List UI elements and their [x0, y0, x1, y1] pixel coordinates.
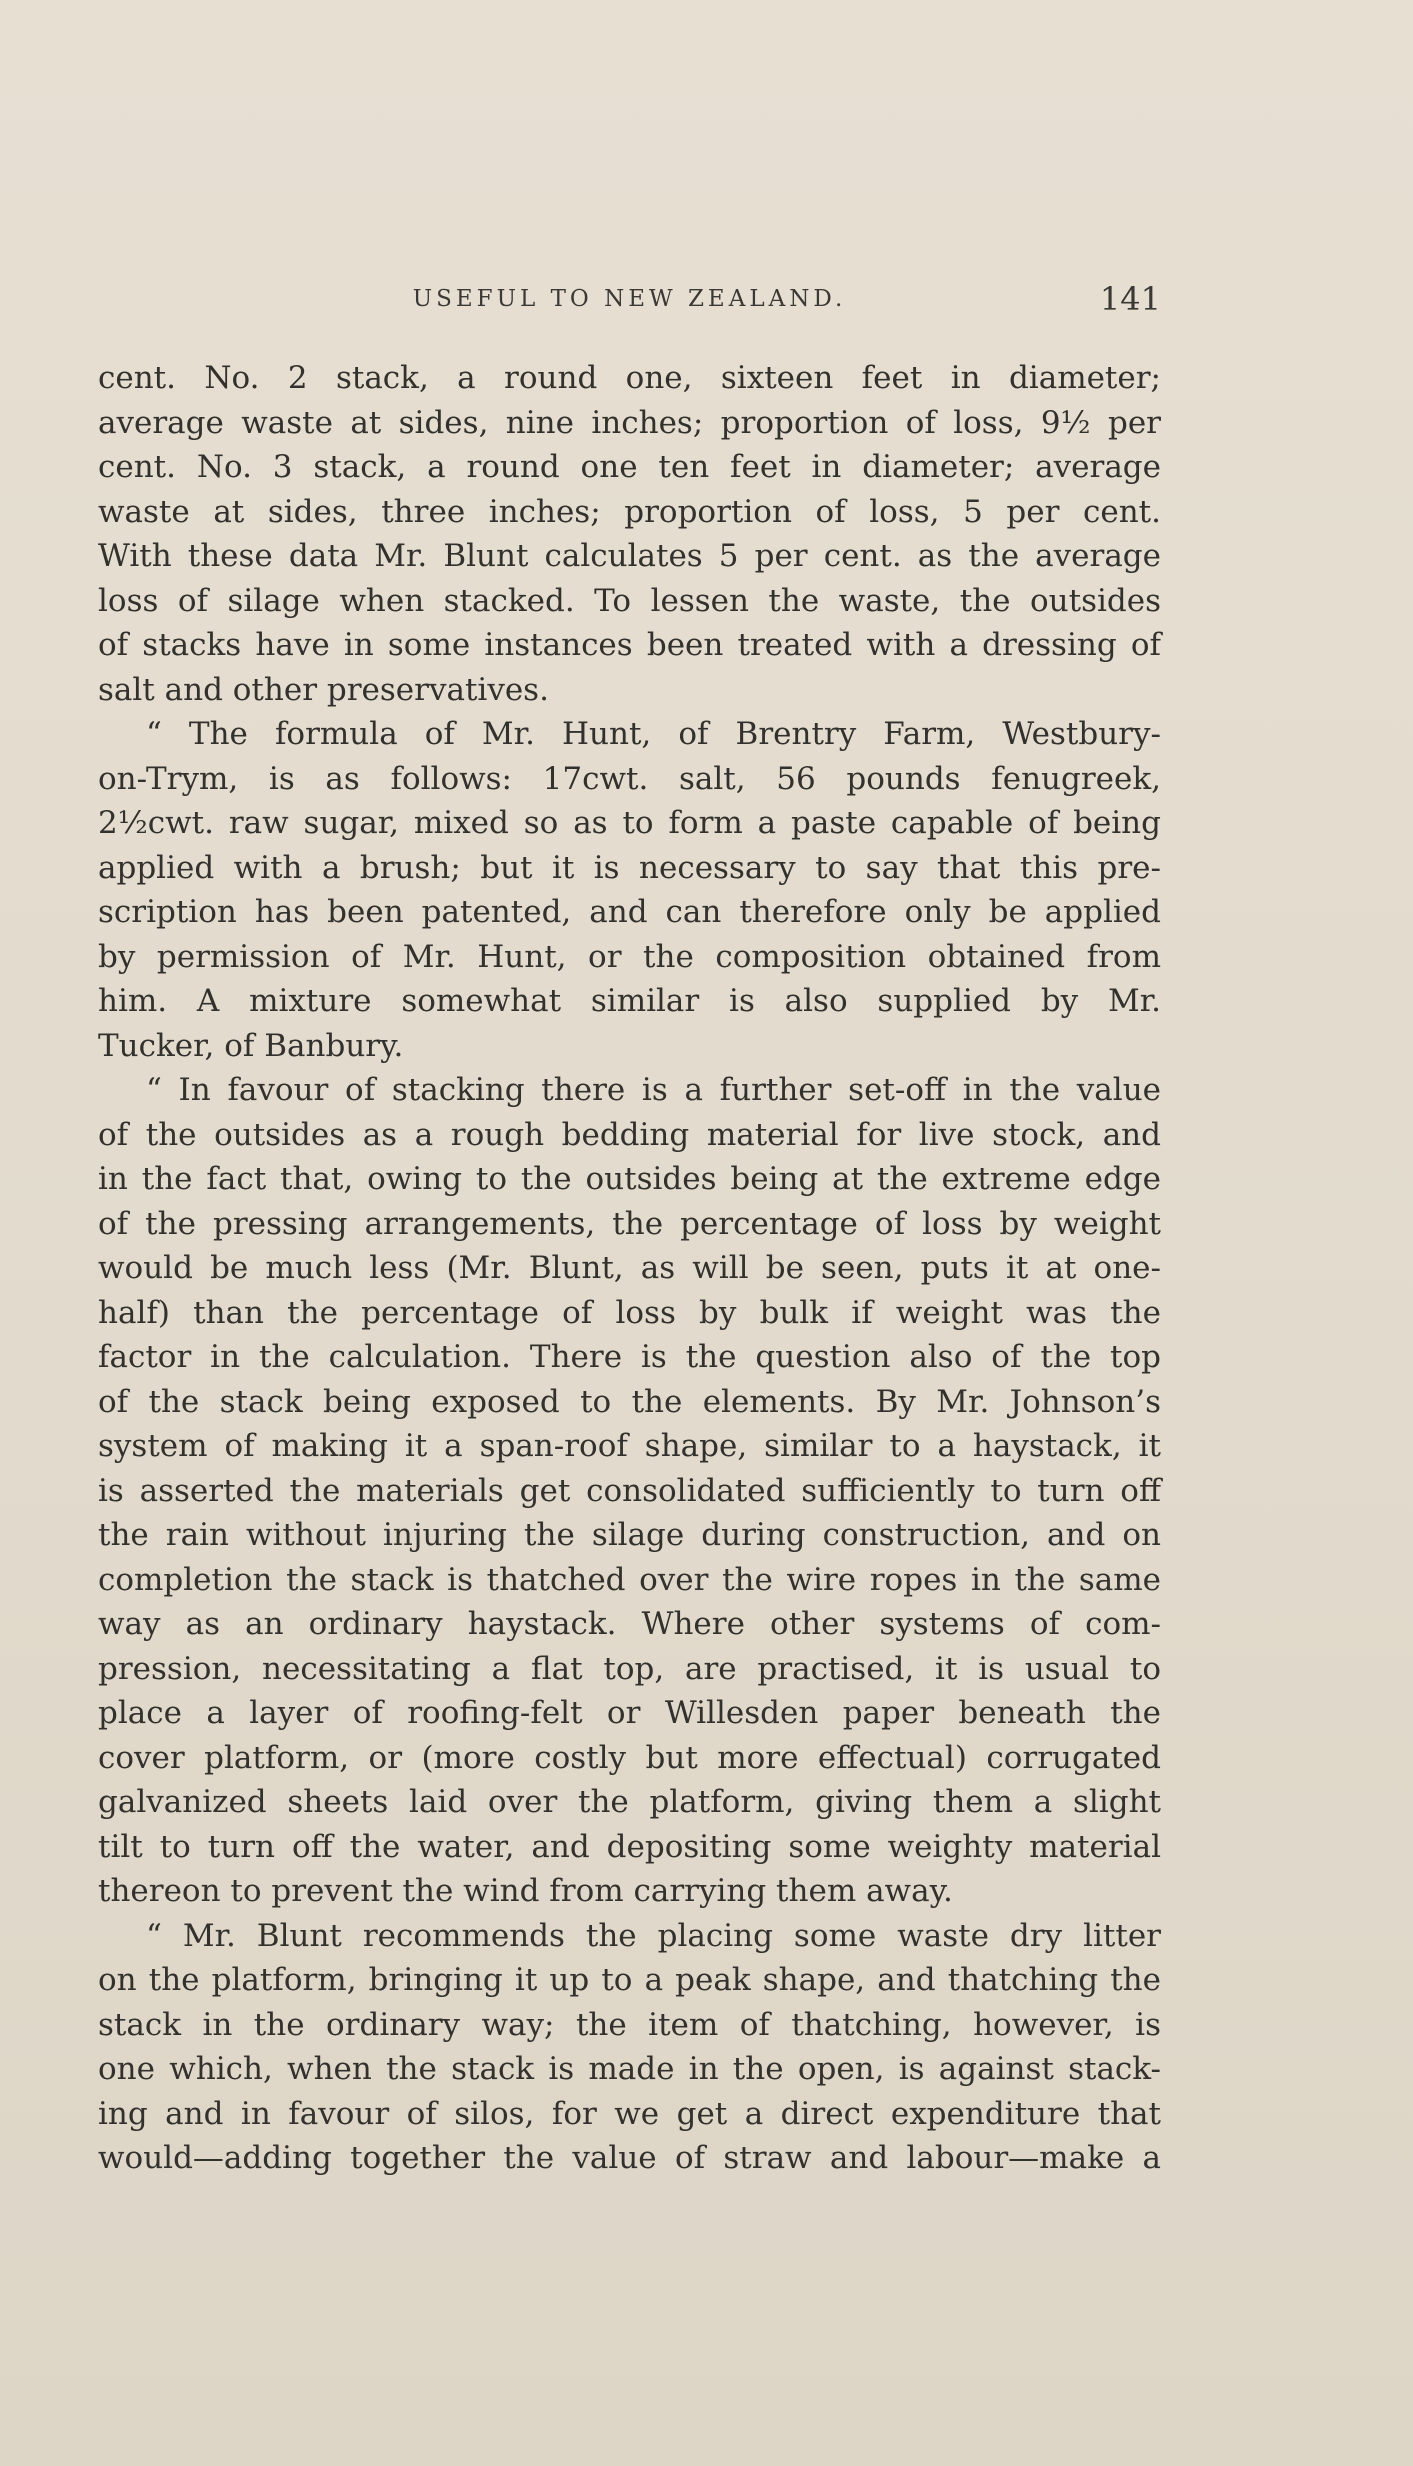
text-line: by permission of Mr. Hunt, or the composition obtained from: [98, 938, 1161, 975]
text-line: applied with a brush; but it is necessary to say that this pre-: [98, 849, 1161, 886]
text-line: cover platform, or (more costly but more effectual) corrugated: [98, 1739, 1161, 1776]
body-text: [98, 356, 1161, 2181]
text-line: cent. No. 2 stack, a round one, sixteen feet in diameter;: [98, 360, 1161, 396]
paragraph-3-end: [98, 1869, 1161, 1914]
paragraph-4-body: [98, 1958, 1161, 2181]
text-line: on the platform, bringing it up to a peak shape, and thatching the: [98, 1962, 1161, 1998]
paragraph-1-end: [98, 668, 1161, 713]
paragraph-3-body: [98, 1113, 1161, 1870]
text-line: one which, when the stack is made in the open, is against stack-: [98, 2051, 1161, 2087]
running-title: USEFUL TO NEW ZEALAND.: [412, 286, 847, 312]
text-line: galvanized sheets laid over the platform, giving them a slight: [98, 1784, 1161, 1820]
text-line: ing and in favour of silos, for we get a direct expenditure that: [98, 2095, 1161, 2132]
text-line: With these data Mr. Blunt calculates 5 per cent. as the average: [98, 538, 1161, 574]
text-line: completion the stack is thatched over the wire ropes in the same: [98, 1561, 1161, 1598]
text-line: pression, necessitating a flat top, are practised, it is usual to: [98, 1650, 1161, 1687]
text-line: thereon to prevent the wind from carrying them away.: [98, 1873, 953, 1909]
text-line: of the pressing arrangements, the percentage of loss by weight: [98, 1205, 1161, 1242]
text-line: half) than the percentage of loss by bulk if weight was the: [98, 1294, 1161, 1331]
paragraph-4: [98, 1914, 1161, 1959]
text-line: scription has been patented, and can therefore only be applied: [98, 894, 1161, 930]
text-line: of the stack being exposed to the elements. By Mr. Johnson’s: [98, 1383, 1161, 1420]
text-line: would—adding together the value of straw and labour—make a: [98, 2140, 1161, 2176]
running-head: [98, 280, 1161, 324]
text-line: factor in the calculation. There is the question also of the top: [98, 1339, 1161, 1375]
text-line: is asserted the materials get consolidated sufficiently to turn off: [98, 1472, 1161, 1509]
paragraph-2-body: [98, 757, 1161, 1024]
text-line: would be much less (Mr. Blunt, as will be seen, puts it at one-: [98, 1250, 1161, 1286]
text-line: 2½cwt. raw sugar, mixed so as to form a paste capable of being: [98, 805, 1161, 841]
text-line: salt and other preservatives.: [98, 671, 549, 708]
paragraph-3: [98, 1068, 1161, 1113]
text-line: tilt to turn off the water, and depositing some weighty material: [98, 1828, 1161, 1865]
text-line: waste at sides, three inches; proportion of loss, 5 per cent.: [98, 493, 1161, 530]
text-line: place a layer of roofing-felt or Willesden paper beneath the: [98, 1695, 1161, 1731]
text-line: of the outsides as a rough bedding material for live stock, and: [98, 1116, 1161, 1153]
text-line: “ The formula of Mr. Hunt, of Brentry Farm, Westbury-: [146, 716, 1161, 752]
text-line: “ In favour of stacking there is a further set-off in the value: [146, 1072, 1161, 1108]
text-line: him. A mixture somewhat similar is also supplied by Mr.: [98, 983, 1161, 1019]
text-line: the rain without injuring the silage during construction, and on: [98, 1517, 1161, 1553]
text-line: system of making it a span-roof shape, similar to a haystack, it: [98, 1428, 1161, 1464]
paragraph-2: [98, 712, 1161, 757]
text-line: loss of silage when stacked. To lessen the waste, the outsides: [98, 582, 1161, 619]
text-line: in the fact that, owing to the outsides being at the extreme edge: [98, 1161, 1161, 1197]
text-line: cent. No. 3 stack, a round one ten feet in diameter; average: [98, 449, 1161, 485]
text-line: way as an ordinary haystack. Where other systems of com-: [98, 1606, 1161, 1642]
text-line: average waste at sides, nine inches; proportion of loss, 9½ per: [98, 404, 1161, 441]
paragraph-2-end: [98, 1024, 1161, 1069]
text-line: on-Trym, is as follows: 17cwt. salt, 56 pounds fenugreek,: [98, 760, 1161, 797]
page-number: 141: [1099, 280, 1161, 318]
text-line: stack in the ordinary way; the item of thatching, however, is: [98, 2006, 1161, 2043]
text-line: of stacks have in some instances been treated with a dressing of: [98, 627, 1161, 663]
text-line: “ Mr. Blunt recommends the placing some waste dry litter: [146, 1917, 1161, 1954]
text-line: Tucker, of Banbury.: [98, 1027, 404, 1064]
paragraph-1: [98, 356, 1161, 668]
